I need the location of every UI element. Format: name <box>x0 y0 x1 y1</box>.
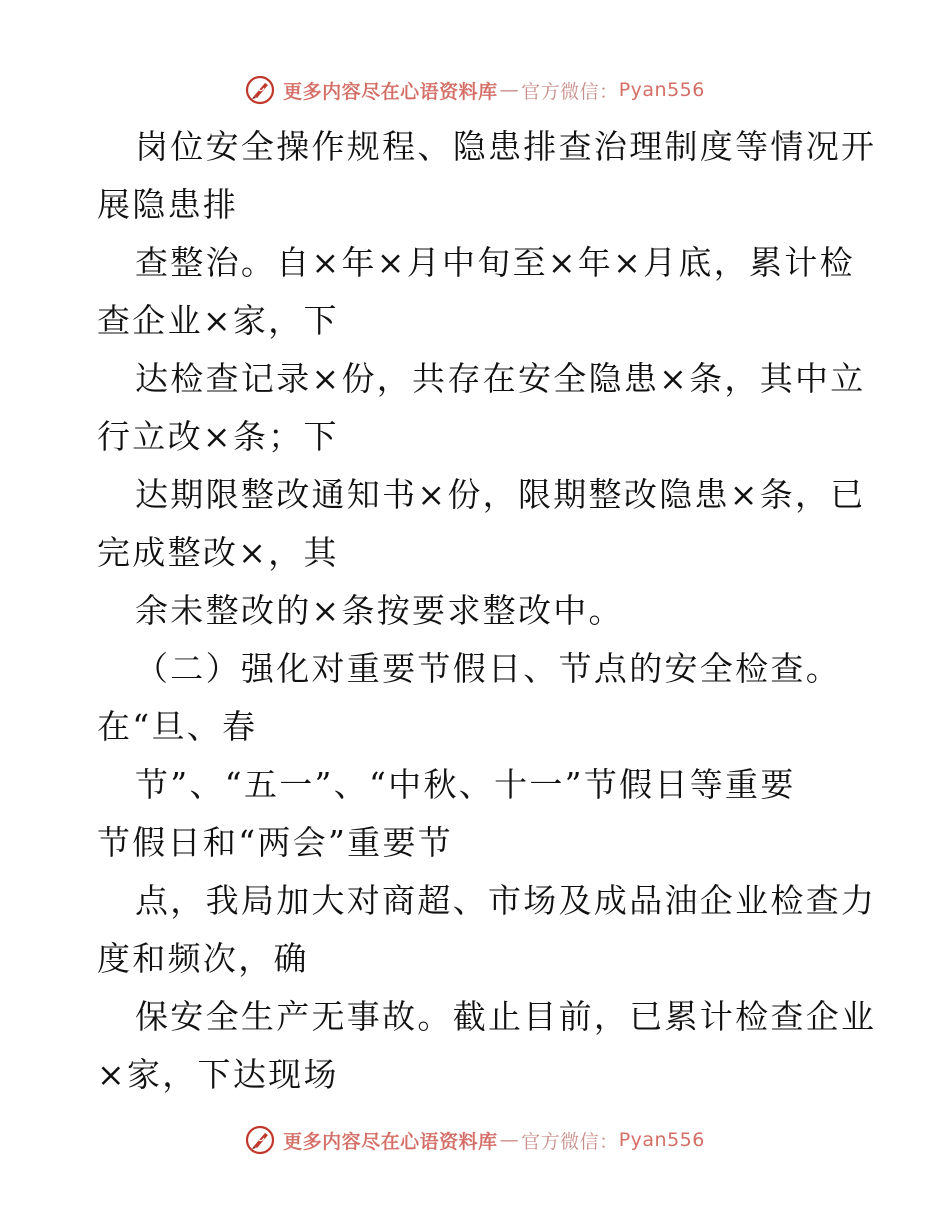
watermark-wechat-id: Pyan556 <box>618 1129 705 1151</box>
footer-watermark <box>0 1120 950 1160</box>
quill-pen-logo-icon <box>245 1125 275 1155</box>
text-line: 岗位安全操作规程、隐患排查治理制度等情况开 <box>135 127 877 166</box>
text-line: 展隐患排 <box>97 185 239 224</box>
quill-pen-logo-icon <box>245 75 275 105</box>
text-line: 查整治。自×年×月中旬至×年×月底，累计检 <box>135 243 855 282</box>
text-line: （二）强化对重要节假日、节点的安全检查。 <box>135 649 841 688</box>
text-line: 度和频次，确 <box>97 939 309 978</box>
text-line: ×家，下达现场 <box>97 1055 339 1094</box>
document-body <box>97 118 877 1104</box>
watermark-separator: — <box>499 1129 520 1151</box>
text-line: 余未整改的×条按要求整改中。 <box>135 591 624 630</box>
text-line: 达期限整改通知书×份，限期整改隐患×条，已 <box>135 475 866 514</box>
text-line: 达检查记录×份，共存在安全隐患×条，其中立 <box>135 359 866 398</box>
text-line: 节假日和“两会”重要节 <box>97 823 454 862</box>
text-line: 在“旦、春 <box>97 707 258 746</box>
header-watermark <box>0 70 950 110</box>
text-line: 节”、“五一”、“中秋、十一”节假日等重要 <box>135 765 796 804</box>
watermark-separator: — <box>499 79 520 101</box>
text-line: 完成整改×，其 <box>97 533 339 572</box>
watermark-title: 更多内容尽在心语资料库 <box>283 1130 498 1153</box>
text-line: 查企业×家，下 <box>97 301 339 340</box>
text-line: 点，我局加大对商超、市场及成品油企业检查力 <box>135 881 877 920</box>
watermark-wechat-id: Pyan556 <box>618 79 705 101</box>
text-line: 行立改×条；下 <box>97 417 339 456</box>
watermark-wechat-label: 官方微信： <box>521 1130 619 1153</box>
watermark-title: 更多内容尽在心语资料库 <box>283 80 498 103</box>
watermark-wechat-label: 官方微信： <box>521 80 619 103</box>
text-line: 保安全生产无事故。截止目前，已累计检查企业 <box>135 997 877 1036</box>
